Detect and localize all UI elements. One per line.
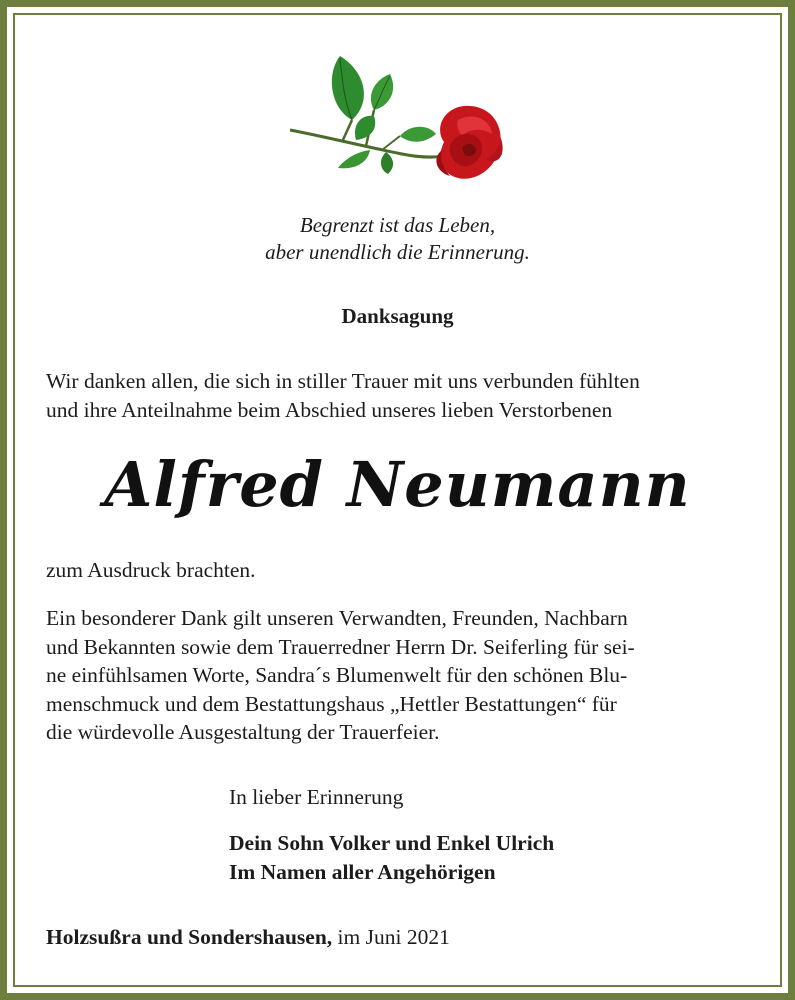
signature-line: Im Namen aller Angehörigen <box>229 860 496 884</box>
intro-line: und ihre Anteilnahme beim Abschied unseres lieben Verstorbenen <box>46 397 613 422</box>
closing-text: In lieber Erinnerung <box>229 785 404 809</box>
signatures <box>229 829 554 887</box>
signature-line: Dein Sohn Volker und Enkel Ulrich <box>229 831 555 855</box>
deceased-name: Alfred Neumann <box>104 448 691 521</box>
red-rose-icon <box>282 50 512 198</box>
place-date <box>46 925 450 950</box>
motto <box>0 212 795 266</box>
place: Holzsußra und Sondershausen, <box>46 925 333 949</box>
motto-line: aber unendlich die Erinnerung. <box>265 240 530 264</box>
intro-line: Wir danken allen, die sich in stiller Trauer mit uns verbunden fühlten <box>46 369 640 393</box>
outro-line: zum Ausdruck brachten. <box>46 558 256 582</box>
heading-danksagung: Danksagung <box>341 304 454 328</box>
thanks-line: und Bekannten sowie dem Trauerredner Herrn Dr. Seiferling für sei- <box>46 634 635 659</box>
motto-line: Begrenzt ist das Leben, <box>299 213 496 237</box>
intro-paragraph <box>46 367 752 424</box>
thanks-line: Ein besonderer Dank gilt unseren Verwandten, Freunden, Nachbarn <box>46 606 628 630</box>
date: im Juni 2021 <box>337 925 450 949</box>
thanks-paragraph <box>46 604 752 747</box>
thanks-line: ne einfühlsamen Worte, Sandra´s Blumenwelt für den schönen Blu- <box>46 663 628 688</box>
thanks-line: menschmuck und dem Bestattungshaus „Hettler Bestattungen“ für <box>46 691 617 716</box>
thanks-line: die würdevolle Ausgestaltung der Trauerfeier. <box>46 720 440 745</box>
